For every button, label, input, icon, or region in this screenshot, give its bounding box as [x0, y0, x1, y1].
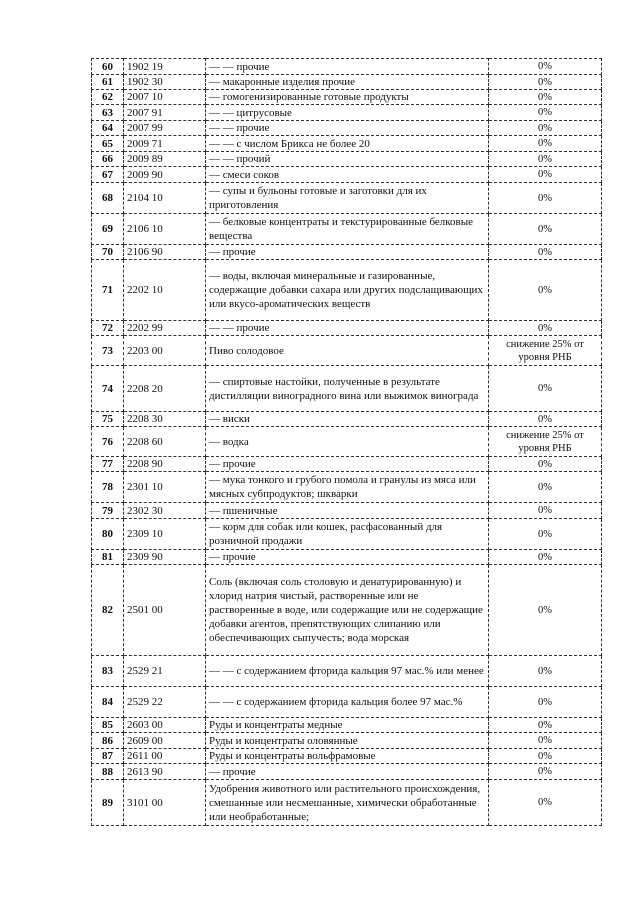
tariff-code-cell: 2106 10	[124, 214, 206, 245]
duty-rate-cell: 0%	[489, 412, 602, 427]
duty-rate-cell: 0%	[489, 472, 602, 503]
duty-rate-cell: 0%	[489, 656, 602, 687]
description-cell: — — с числом Брикса не более 20	[206, 136, 489, 152]
table-row	[92, 687, 602, 718]
description-cell: — прочие	[206, 550, 489, 565]
description-cell: — пшеничные	[206, 503, 489, 519]
duty-rate-cell: 0%	[489, 183, 602, 214]
tariff-code-cell: 2301 10	[124, 472, 206, 503]
duty-rate-cell: 0%	[489, 75, 602, 90]
table-row	[92, 90, 602, 105]
tariff-code-cell: 2609 00	[124, 733, 206, 749]
description-cell: — корм для собак или кошек, расфасованный для розничной продажи	[206, 519, 489, 550]
row-number-cell: 63	[92, 105, 124, 121]
description-cell: — смеси соков	[206, 167, 489, 183]
duty-rate-cell: 0%	[489, 565, 602, 656]
table-row	[92, 105, 602, 121]
row-number-cell: 89	[92, 780, 124, 826]
tariff-code-cell: 2309 10	[124, 519, 206, 550]
row-number-cell: 78	[92, 472, 124, 503]
row-number-cell: 77	[92, 457, 124, 472]
duty-rate-cell: снижение 25% от уровня РНБ	[489, 427, 602, 457]
duty-rate-cell: 0%	[489, 59, 602, 75]
description-cell: — — с содержанием фторида кальция 97 мас.% или менее	[206, 656, 489, 687]
tariff-code-cell: 2208 60	[124, 427, 206, 457]
row-number-cell: 86	[92, 733, 124, 749]
description-cell: — прочие	[206, 245, 489, 260]
duty-rate-cell: 0%	[489, 457, 602, 472]
table-row	[92, 565, 602, 656]
tariff-code-cell: 2529 21	[124, 656, 206, 687]
duty-rate-cell: 0%	[489, 366, 602, 412]
tariff-table	[91, 58, 602, 826]
tariff-code-cell: 2009 90	[124, 167, 206, 183]
description-cell: — спиртовые настойки, полученные в результате дистилляции виноградного вина или выжимок винограда	[206, 366, 489, 412]
description-cell: — белковые концентраты и текстурированные белковые вещества	[206, 214, 489, 245]
row-number-cell: 88	[92, 764, 124, 780]
description-cell: — прочие	[206, 764, 489, 780]
description-cell: Руды и концентраты медные	[206, 718, 489, 733]
table-row	[92, 733, 602, 749]
description-cell: Соль (включая соль столовую и денатурированную) и хлорид натрия чистый, растворенные или не растворенные в воде, или содержащие или не содержащие добавки агентов, препятствующих слипанию или обеспечивающих сыпучесть; вода морская	[206, 565, 489, 656]
row-number-cell: 66	[92, 152, 124, 167]
table-row	[92, 519, 602, 550]
tariff-code-cell: 2007 91	[124, 105, 206, 121]
description-cell: — прочие	[206, 457, 489, 472]
table-row	[92, 503, 602, 519]
row-number-cell: 87	[92, 749, 124, 764]
table-row	[92, 764, 602, 780]
duty-rate-cell: 0%	[489, 519, 602, 550]
row-number-cell: 85	[92, 718, 124, 733]
table-row	[92, 136, 602, 152]
description-cell: — водка	[206, 427, 489, 457]
description-cell: — — прочий	[206, 152, 489, 167]
row-number-cell: 70	[92, 245, 124, 260]
duty-rate-cell: снижение 25% от уровня РНБ	[489, 336, 602, 366]
description-cell: Пиво солодовое	[206, 336, 489, 366]
tariff-code-cell: 2009 71	[124, 136, 206, 152]
tariff-code-cell: 2007 10	[124, 90, 206, 105]
table-row	[92, 152, 602, 167]
row-number-cell: 62	[92, 90, 124, 105]
table-row	[92, 121, 602, 136]
duty-rate-cell: 0%	[489, 105, 602, 121]
tariff-code-cell: 2603 00	[124, 718, 206, 733]
row-number-cell: 81	[92, 550, 124, 565]
tariff-code-cell: 2202 99	[124, 321, 206, 336]
row-number-cell: 76	[92, 427, 124, 457]
tariff-code-cell: 2613 90	[124, 764, 206, 780]
duty-rate-cell: 0%	[489, 90, 602, 105]
table-row	[92, 214, 602, 245]
duty-rate-cell: 0%	[489, 550, 602, 565]
table-row	[92, 472, 602, 503]
table-row	[92, 427, 602, 457]
duty-rate-cell: 0%	[489, 321, 602, 336]
tariff-code-cell: 3101 00	[124, 780, 206, 826]
tariff-code-cell: 2611 00	[124, 749, 206, 764]
row-number-cell: 61	[92, 75, 124, 90]
tariff-code-cell: 2203 00	[124, 336, 206, 366]
description-cell: — — с содержанием фторида кальция более 97 мас.%	[206, 687, 489, 718]
tariff-code-cell: 2208 20	[124, 366, 206, 412]
row-number-cell: 68	[92, 183, 124, 214]
row-number-cell: 67	[92, 167, 124, 183]
tariff-code-cell: 2208 30	[124, 412, 206, 427]
table-row	[92, 366, 602, 412]
description-cell: — — прочие	[206, 321, 489, 336]
duty-rate-cell: 0%	[489, 245, 602, 260]
duty-rate-cell: 0%	[489, 687, 602, 718]
table-row	[92, 321, 602, 336]
tariff-code-cell: 2009 89	[124, 152, 206, 167]
duty-rate-cell: 0%	[489, 718, 602, 733]
description-cell: — мука тонкого и грубого помола и гранулы из мяса или мясных субпродуктов; шкварки	[206, 472, 489, 503]
duty-rate-cell: 0%	[489, 152, 602, 167]
tariff-code-cell: 2309 90	[124, 550, 206, 565]
table-row	[92, 457, 602, 472]
row-number-cell: 72	[92, 321, 124, 336]
tariff-code-cell: 2202 10	[124, 260, 206, 321]
description-cell: — — прочие	[206, 121, 489, 136]
description-cell: — воды, включая минеральные и газированные, содержащие добавки сахара или других подслащивающих или вкусо-ароматических веществ	[206, 260, 489, 321]
row-number-cell: 75	[92, 412, 124, 427]
description-cell: — виски	[206, 412, 489, 427]
duty-rate-cell: 0%	[489, 503, 602, 519]
table-row	[92, 336, 602, 366]
duty-rate-cell: 0%	[489, 260, 602, 321]
row-number-cell: 74	[92, 366, 124, 412]
duty-rate-cell: 0%	[489, 764, 602, 780]
table-row	[92, 656, 602, 687]
description-cell: Руды и концентраты оловянные	[206, 733, 489, 749]
tariff-code-cell: 2302 30	[124, 503, 206, 519]
tariff-code-cell: 1902 30	[124, 75, 206, 90]
duty-rate-cell: 0%	[489, 167, 602, 183]
row-number-cell: 64	[92, 121, 124, 136]
description-cell: — — прочие	[206, 59, 489, 75]
row-number-cell: 84	[92, 687, 124, 718]
tariff-code-cell: 2208 90	[124, 457, 206, 472]
tariff-table-body	[92, 59, 602, 826]
table-row	[92, 75, 602, 90]
document-page	[91, 58, 601, 826]
duty-rate-cell: 0%	[489, 214, 602, 245]
description-cell: Удобрения животного или растительного происхождения, смешанные или несмешанные, химически обработанные или необработанные;	[206, 780, 489, 826]
description-cell: — супы и бульоны готовые и заготовки для их приготовления	[206, 183, 489, 214]
row-number-cell: 71	[92, 260, 124, 321]
duty-rate-cell: 0%	[489, 136, 602, 152]
table-row	[92, 260, 602, 321]
duty-rate-cell: 0%	[489, 121, 602, 136]
table-row	[92, 183, 602, 214]
table-row	[92, 59, 602, 75]
table-row	[92, 167, 602, 183]
row-number-cell: 80	[92, 519, 124, 550]
duty-rate-cell: 0%	[489, 749, 602, 764]
description-cell: — — цитрусовые	[206, 105, 489, 121]
table-row	[92, 718, 602, 733]
row-number-cell: 69	[92, 214, 124, 245]
table-row	[92, 412, 602, 427]
row-number-cell: 73	[92, 336, 124, 366]
description-cell: — гомогенизированные готовые продукты	[206, 90, 489, 105]
tariff-code-cell: 2104 10	[124, 183, 206, 214]
description-cell: Руды и концентраты вольфрамовые	[206, 749, 489, 764]
table-row	[92, 245, 602, 260]
tariff-code-cell: 2007 99	[124, 121, 206, 136]
tariff-code-cell: 2529 22	[124, 687, 206, 718]
tariff-code-cell: 1902 19	[124, 59, 206, 75]
row-number-cell: 83	[92, 656, 124, 687]
duty-rate-cell: 0%	[489, 733, 602, 749]
duty-rate-cell: 0%	[489, 780, 602, 826]
tariff-code-cell: 2501 00	[124, 565, 206, 656]
table-row	[92, 780, 602, 826]
table-row	[92, 550, 602, 565]
row-number-cell: 82	[92, 565, 124, 656]
tariff-code-cell: 2106 90	[124, 245, 206, 260]
row-number-cell: 60	[92, 59, 124, 75]
row-number-cell: 65	[92, 136, 124, 152]
table-row	[92, 749, 602, 764]
row-number-cell: 79	[92, 503, 124, 519]
description-cell: — макаронные изделия прочие	[206, 75, 489, 90]
